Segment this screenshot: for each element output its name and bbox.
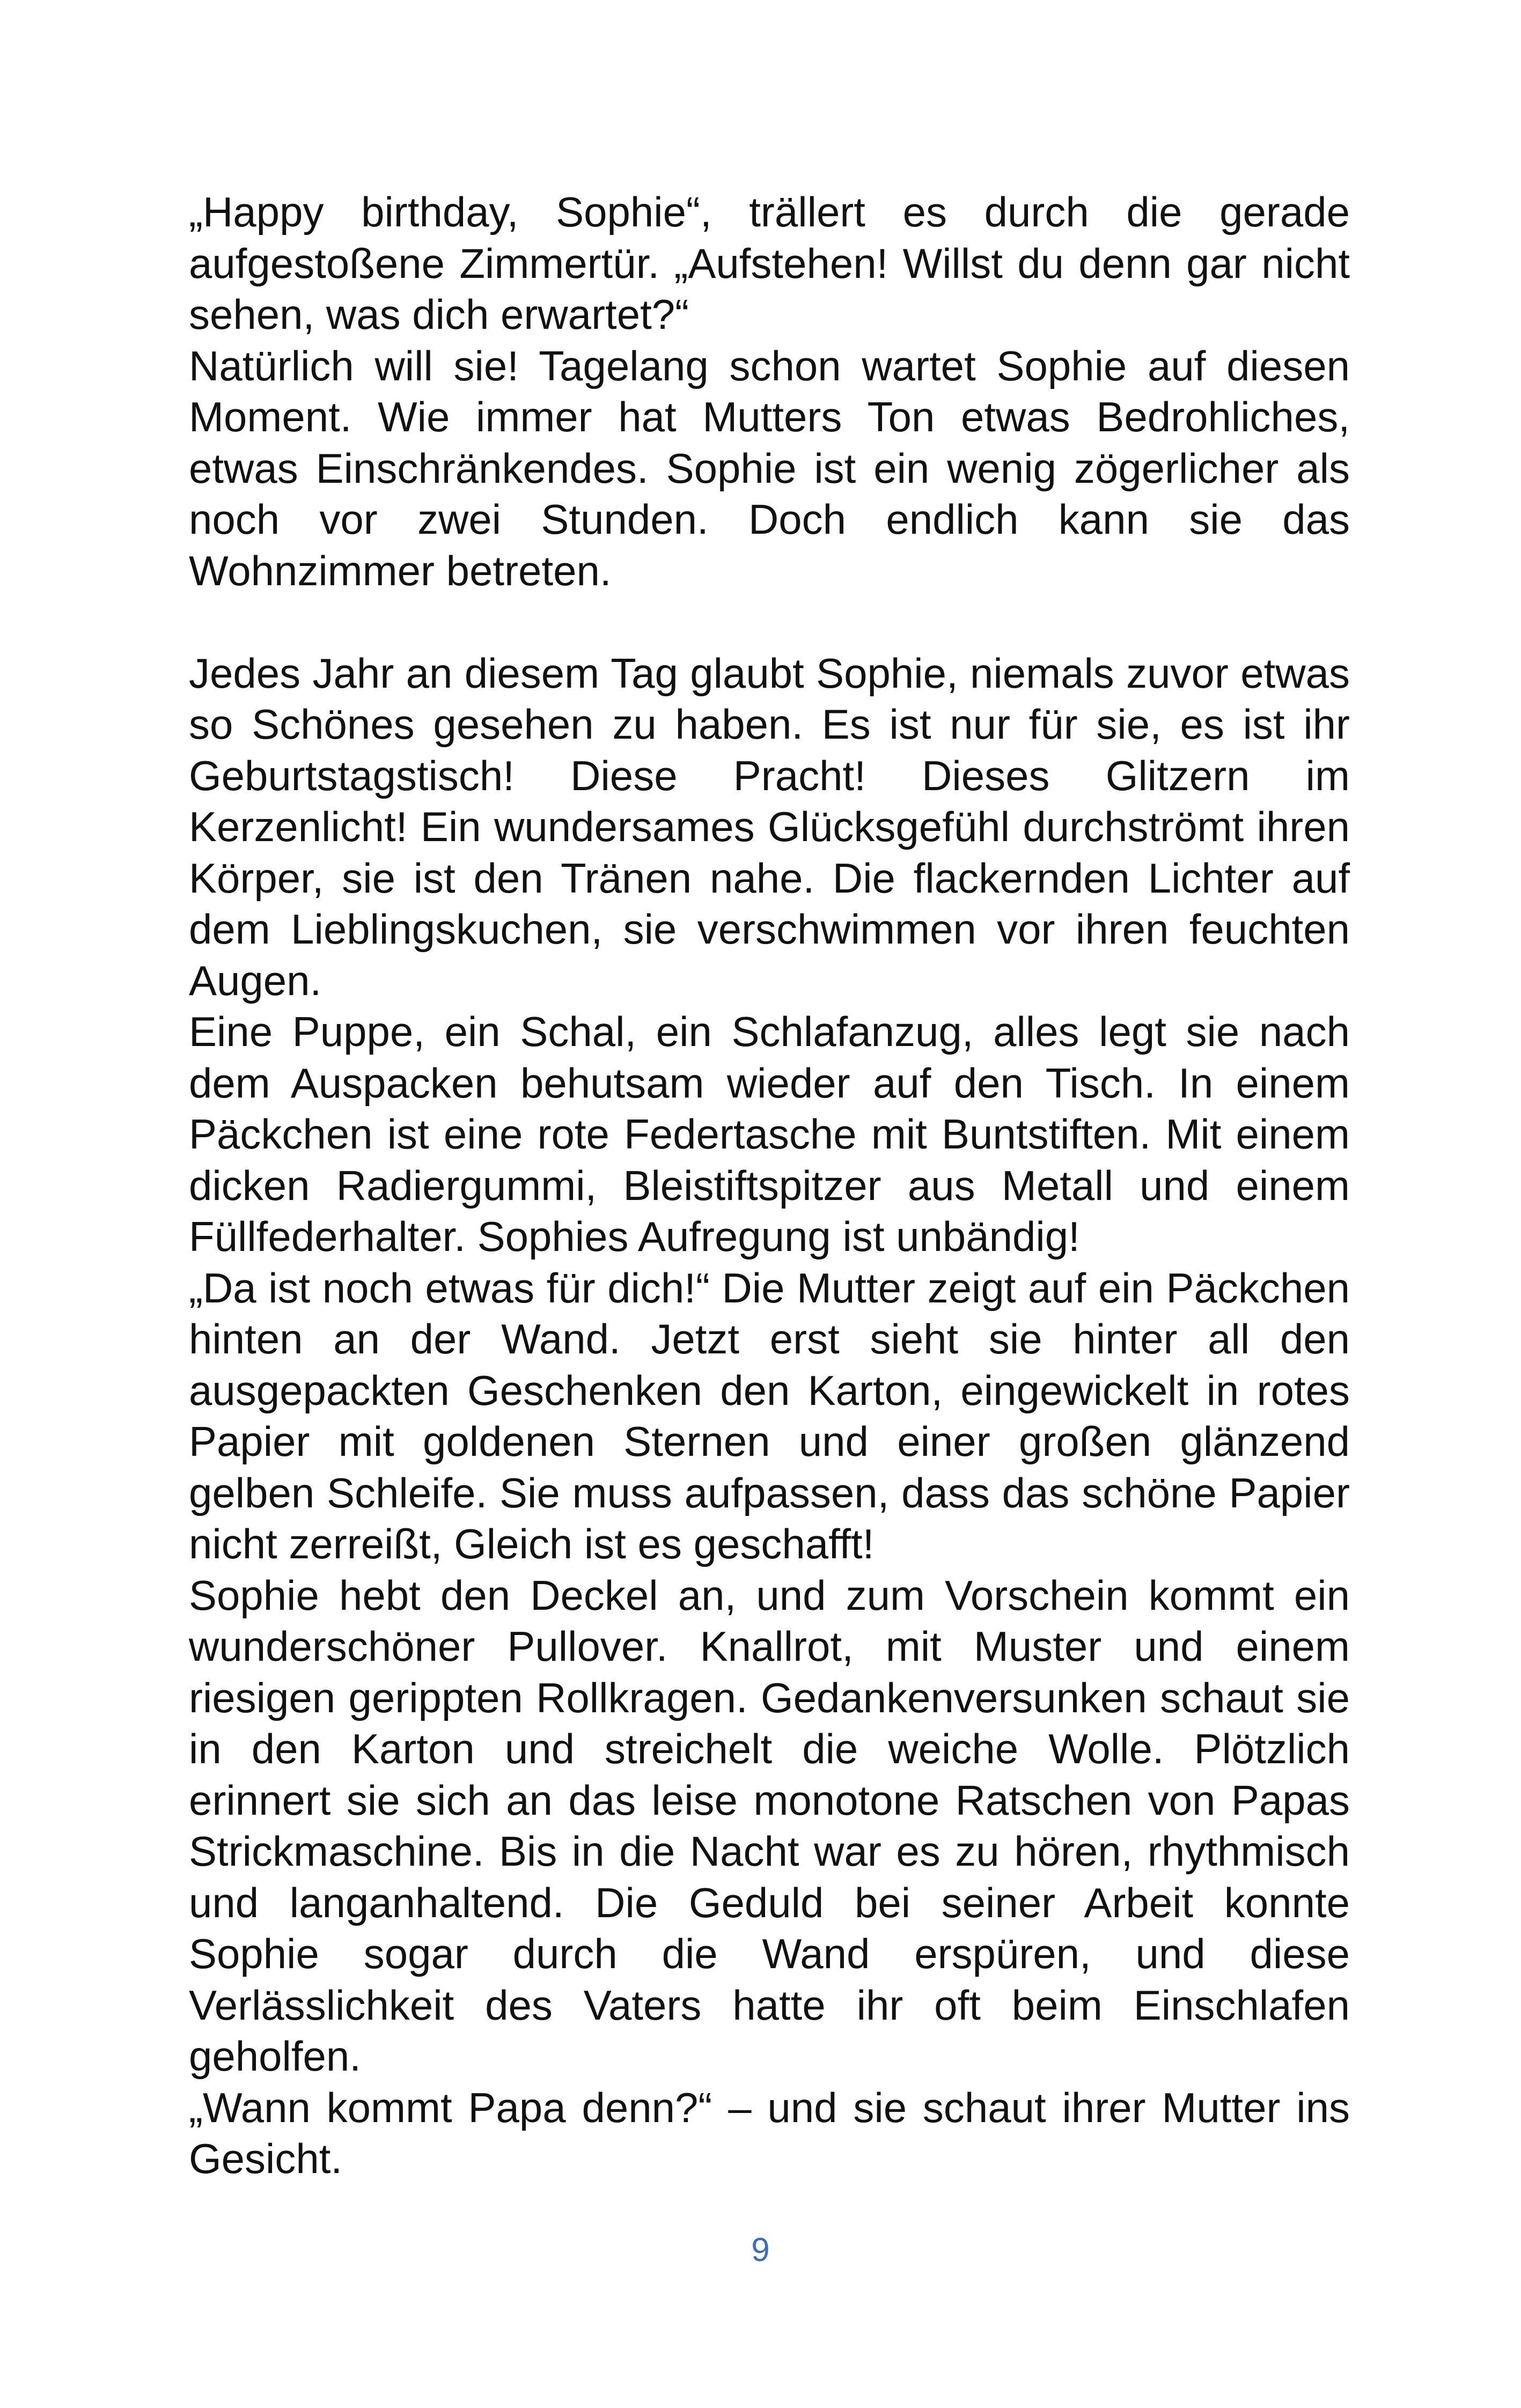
page-number: 9: [751, 2232, 770, 2269]
paragraph: „Da ist noch etwas für dich!“ Die Mutter zeigt auf ein Päckchen hinten an der Wand. Jetzt erst sieht sie hinter all den ausgepackten Geschenken den Karton, eingewickelt in rotes Papier mit goldenen Sternen und einer großen glänzend gelben Schleife. Sie muss aufpassen, dass das schöne Papier nicht zerreißt, Gleich ist es geschafft!: [189, 1264, 1350, 1567]
paragraph: Natürlich will sie! Tagelang schon wartet Sophie auf diesen Moment. Wie immer hat Mutters Ton etwas Bedrohliches, etwas Einschränkendes. Sophie ist ein wenig zögerlicher als noch vor zwei Stunden. Doch endlich kann sie das Wohnzimmer betreten.: [189, 342, 1350, 594]
paragraph-gap: [189, 597, 1350, 648]
paragraph: „Wann kommt Papa denn?“ – und sie schaut ihrer Mutter ins Gesicht.: [189, 2083, 1350, 2182]
paragraph: Jedes Jahr an diesem Tag glaubt Sophie, niemals zuvor etwas so Schönes gesehen zu haben. Es ist nur für sie, es ist ihr Geburtstagstisch! Diese Pracht! Dieses Glitzern im Kerzenlicht! Ein wundersames Glücksgefühl durchströmt ihren Körper, sie ist den Tränen nahe. Die flackernden Lichter auf dem Lieblingskuchen, sie verschwimmen vor ihren feuchten Augen.: [189, 649, 1350, 1004]
page-body-text: [189, 187, 1350, 2185]
paragraph: Eine Puppe, ein Schal, ein Schlafanzug, alles legt sie nach dem Auspacken behutsam wieder auf den Tisch. In einem Päckchen ist eine rote Federtasche mit Buntstiften. Mit einem dicken Radiergummi, Bleistiftspitzer aus Metall und einem Füllfederhalter. Sophies Aufregung ist unbändig!: [189, 1008, 1350, 1260]
paragraph: „Happy birthday, Sophie“, trällert es durch die gerade aufgestoßene Zimmertür. „Aufstehen! Willst du denn gar nicht sehen, was dich erwartet?“: [189, 188, 1350, 338]
paragraph: Sophie hebt den Deckel an, und zum Vorschein kommt ein wunderschöner Pullover. Knallrot, mit Muster und einem riesigen gerippten Rollkragen. Gedankenversunken schaut sie in den Karton und streichelt die weiche Wolle. Plötzlich erinnert sie sich an das leise monotone Ratschen von Papas Strickmaschine. Bis in die Nacht war es zu hören, rhythmisch und langanhaltend. Die Geduld bei seiner Arbeit konnte Sophie sogar durch die Wand erspüren, und diese Verlässlichkeit des Vaters hatte ihr oft beim Einschlafen geholfen.: [189, 1571, 1350, 2080]
